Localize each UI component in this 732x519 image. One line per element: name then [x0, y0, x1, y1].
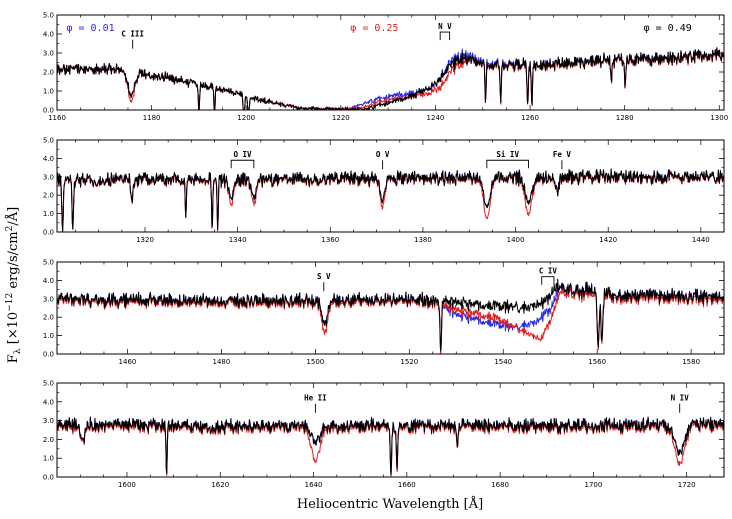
y-tick-label: 1.0 [42, 332, 54, 341]
y-tick-label: 4.0 [42, 276, 54, 285]
y-axis-exponent: −12 [5, 292, 15, 312]
x-axis-title: Heliocentric Wavelength [Å] [296, 497, 484, 512]
y-tick-label: 4.0 [42, 154, 54, 163]
panel-series [57, 169, 724, 232]
x-tick-label: 1460 [118, 358, 137, 366]
y-tick-label: 5.0 [42, 258, 54, 267]
ion-marker [231, 160, 254, 168]
x-tick-label: 1480 [212, 358, 231, 366]
spectrum-line-phase-049 [57, 169, 724, 231]
y-tick-label: 3.0 [42, 49, 54, 58]
x-tick-label: 1300 [710, 114, 729, 122]
ion-label: S V [317, 272, 331, 282]
panel-series [57, 48, 724, 111]
x-tick-label: 1680 [491, 481, 510, 489]
ion-label: C III [121, 29, 144, 39]
panel-3 [43, 259, 724, 367]
y-tick-label: 2.0 [42, 435, 54, 444]
spectrum-line-phase-049 [57, 417, 724, 475]
panel-4 [43, 380, 724, 490]
x-tick-label: 1440 [691, 236, 710, 244]
x-tick-label: 1220 [331, 114, 350, 122]
ion-label: He II [304, 393, 327, 403]
x-tick-label: 1420 [599, 236, 618, 244]
y-tick-label: 3.0 [42, 173, 54, 182]
phase-label: φ = 0.01 [66, 23, 115, 34]
y-tick-label: 0.0 [42, 473, 54, 482]
panel-frame [57, 140, 724, 232]
x-tick-label: 1520 [400, 358, 419, 366]
y-tick-label: 5.0 [42, 379, 54, 388]
y-tick-label: 2.0 [42, 68, 54, 77]
panel-series [57, 417, 724, 477]
ion-label: N V [438, 22, 452, 32]
phase-label: φ = 0.49 [643, 23, 692, 34]
panel-2 [43, 137, 724, 245]
y-tick-label: 5.0 [42, 136, 54, 145]
ion-marker [487, 160, 529, 168]
panel-frame [57, 262, 724, 354]
y-tick-label: 2.0 [42, 191, 54, 200]
x-tick-label: 1260 [521, 114, 539, 122]
ion-label: N IV [670, 393, 689, 403]
y-axis-title [5, 207, 23, 363]
ion-label: Fe V [552, 150, 571, 160]
y-axis-text: [×10 [6, 311, 21, 349]
x-tick-label: 1160 [48, 114, 66, 122]
ion-label: C IV [538, 266, 557, 276]
y-axis-symbol: F [6, 354, 21, 364]
y-tick-label: 0.0 [42, 106, 54, 115]
x-tick-label: 1660 [397, 481, 416, 489]
x-tick-label: 1620 [211, 481, 230, 489]
y-axis-square: 2 [5, 225, 15, 232]
x-tick-label: 1700 [584, 481, 603, 489]
ion-label: O V [375, 150, 390, 160]
panel-series [57, 279, 724, 355]
y-tick-label: 1.0 [42, 210, 54, 219]
y-axis-end: /Å] [6, 206, 21, 226]
x-tick-label: 1500 [306, 358, 325, 366]
x-tick-label: 1560 [588, 358, 607, 366]
x-tick-label: 1400 [506, 236, 525, 244]
y-tick-label: 3.0 [42, 417, 54, 426]
x-tick-label: 1200 [237, 114, 256, 122]
x-tick-label: 1320 [136, 236, 154, 244]
x-tick-label: 1540 [494, 358, 513, 366]
y-tick-label: 0.0 [42, 228, 54, 237]
y-axis-units: erg/s/cm [6, 231, 21, 293]
x-tick-label: 1580 [682, 358, 701, 366]
y-tick-label: 0.0 [42, 350, 54, 359]
ion-marker [542, 277, 554, 285]
spectrum-line-phase-049 [57, 279, 724, 351]
ion-marker [440, 32, 449, 40]
y-axis-subscript: λ [13, 348, 23, 355]
ion-label: O IV [233, 150, 252, 160]
panel-1 [43, 12, 728, 123]
x-tick-label: 1240 [426, 114, 445, 122]
x-tick-label: 1280 [615, 114, 634, 122]
x-tick-label: 1600 [118, 481, 136, 489]
spectrum-line-phase-001 [57, 282, 724, 355]
x-tick-label: 1360 [321, 236, 340, 244]
x-tick-label: 1720 [677, 481, 696, 489]
x-tick-label: 1180 [142, 114, 161, 122]
ion-label: Si IV [496, 150, 519, 160]
y-tick-label: 4.0 [42, 398, 54, 407]
x-tick-label: 1340 [228, 236, 247, 244]
x-tick-label: 1640 [304, 481, 323, 489]
y-tick-label: 5.0 [42, 11, 54, 20]
y-tick-label: 2.0 [42, 313, 54, 322]
spectrum-line-phase-049 [57, 48, 724, 111]
phase-label: φ = 0.25 [350, 23, 399, 34]
y-tick-label: 1.0 [42, 454, 54, 463]
y-tick-label: 1.0 [42, 87, 54, 96]
y-tick-label: 3.0 [42, 295, 54, 304]
spectrum-panels [43, 12, 728, 490]
x-tick-label: 1380 [414, 236, 432, 244]
y-tick-label: 4.0 [42, 30, 54, 39]
